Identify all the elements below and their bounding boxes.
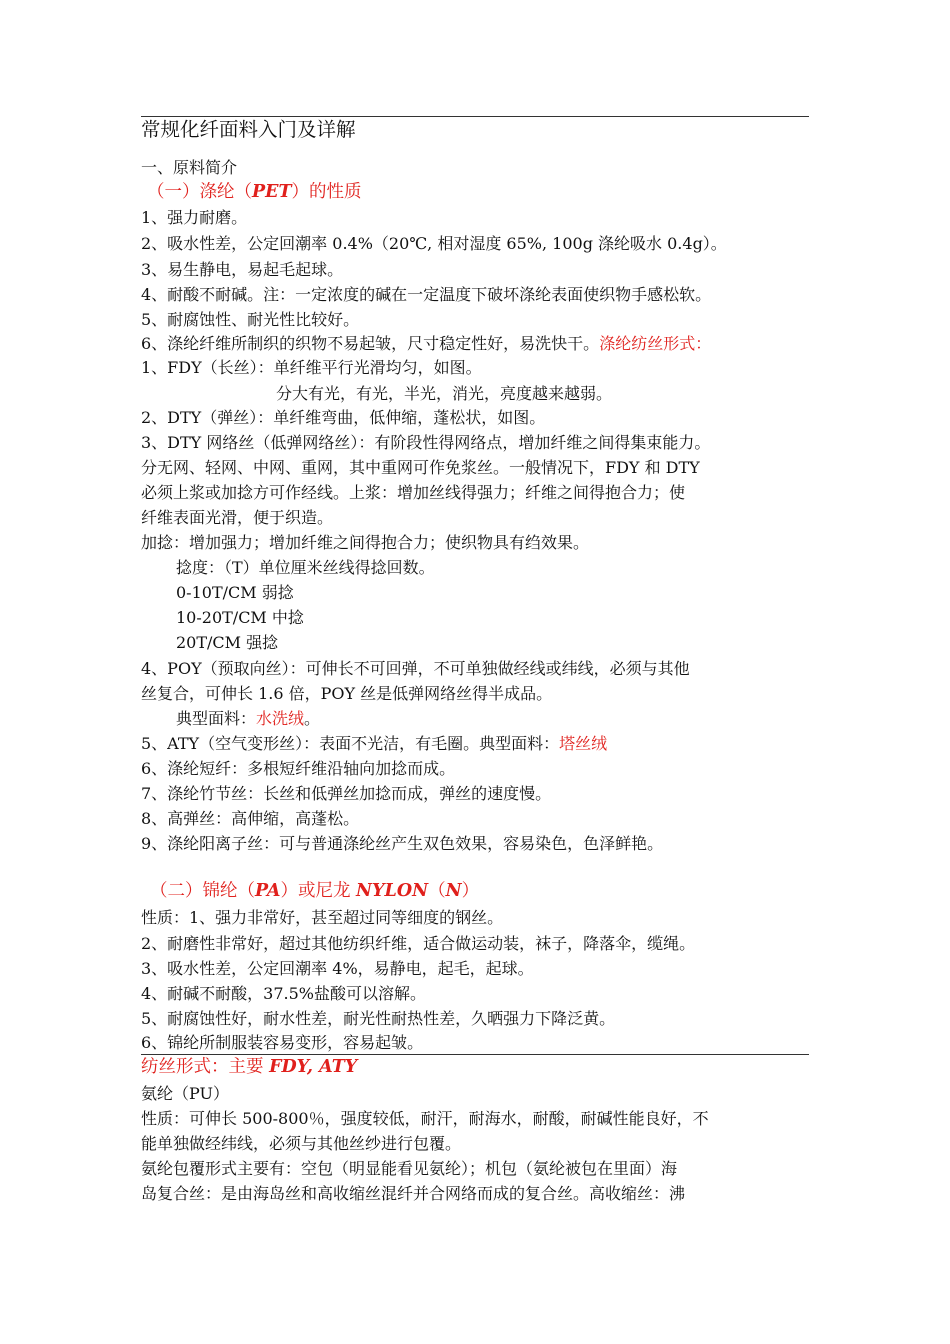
pa-spin-form [141, 1057, 357, 1077]
pa-prop-4: 4、耐碱不耐酸，37.5%盐酸可以溶解。 [141, 984, 427, 1003]
pa-heading [150, 881, 479, 901]
pa-prop-5: 5、耐腐蚀性好，耐水性差，耐光性耐热性差，久晒强力下降泛黄。 [141, 1009, 616, 1028]
pa-heading-close: ） [461, 881, 480, 901]
pa-prop-6: 6、锦纶所制服装容易变形，容易起皱。 [141, 1033, 424, 1052]
pet-dty-net-2: 分无网、轻网、中网、重网，其中重网可作免浆丝。一般情况下，FDY 和 DTY [141, 458, 700, 477]
pa-prop-3: 3、吸水性差，公定回潮率 4%，易静电，起毛，起球。 [141, 959, 534, 978]
pet-twist-desc: 加捻：增加强力；增加纤维之间得抱合力；使织物具有绉效果。 [141, 533, 590, 552]
pet-dty-net-4: 纤维表面光滑，便于织造。 [141, 508, 334, 527]
pet-dty-net-1: 3、DTY 网络丝（低弹网络丝）：有阶段性得网络点，增加纤维之间得集束能力。 [141, 433, 711, 452]
pet-fdy: 1、FDY（长丝）：单纤维平行光滑均匀，如图。 [141, 358, 482, 377]
twist-strong: 20T/CM 强捻 [176, 633, 279, 652]
pu-line-4: 岛复合丝：是由海岛丝和高收缩丝混纤并合网络而成的复合丝。高收缩丝：沸 [141, 1184, 686, 1203]
pet-prop-6 [141, 334, 711, 354]
pa-heading-n: N [445, 881, 462, 901]
pet-heading-pre: （一）涤纶（ [147, 182, 252, 202]
page-title: 常规化纤面料入门及详解 [141, 118, 356, 141]
pet-staple: 6、涤纶短纤：多根短纤维沿轴向加捻而成。 [141, 759, 456, 778]
pet-heading-code: PET [252, 182, 292, 202]
pet-dty: 2、DTY（弹丝）：单纤维弯曲，低伸缩，蓬松状，如图。 [141, 408, 546, 427]
pu-heading: 氨纶（PU） [141, 1084, 229, 1103]
pet-slub: 7、涤纶竹节丝：长丝和低弹丝加捻而成，弹丝的速度慢。 [141, 784, 552, 803]
pa-heading-pre: （二）锦纶（ [150, 881, 255, 901]
pa-heading-open: （ [428, 881, 446, 901]
pet-prop-1: 1、强力耐磨。 [141, 208, 248, 227]
pet-high-stretch: 8、高弹丝：高伸缩，高蓬松。 [141, 809, 360, 828]
poy-fabric-name: 水洗绒 [256, 709, 305, 728]
pa-spin-types: FDY, ATY [269, 1057, 358, 1077]
pet-aty-text: 5、ATY（空气变形丝）：表面不光洁，有毛圈。典型面料： [141, 734, 560, 753]
section-rule [141, 1054, 809, 1055]
pet-dty-net-3: 必须上浆或加捻方可作经线。上浆：增加丝线得强力；纤维之间得抱合力；使 [141, 483, 686, 502]
pa-prop-2: 2、耐磨性非常好，超过其他纺织纤维，适合做运动装，袜子，降落伞，缆绳。 [141, 934, 696, 953]
pet-poy-2: 丝复合，可伸长 1.6 倍，POY 丝是低弹网络丝得半成品。 [141, 684, 553, 703]
pet-heading-post: ）的性质 [291, 182, 362, 202]
aty-fabric-name: 塔丝绒 [559, 734, 608, 753]
pu-line-1: 性质：可伸长 500-800％，强度较低，耐汗，耐海水，耐酸，耐碱性能良好，不 [141, 1109, 709, 1128]
pu-line-2: 能单独做经纬线，必须与其他丝纱进行包覆。 [141, 1134, 462, 1153]
pa-heading-code: PA [255, 881, 281, 901]
poy-fabric-label: 典型面料： [176, 709, 257, 728]
pet-spin-form-label: 涤纶纺丝形式： [599, 334, 712, 353]
pet-heading [147, 182, 362, 202]
pet-fdy-brightness: 分大有光，有光，半光，消光，亮度越来越弱。 [276, 384, 613, 403]
pet-cationic: 9、涤纶阳离子丝：可与普通涤纶丝产生双色效果，容易染色，色泽鲜艳。 [141, 834, 664, 853]
poy-fabric-period: 。 [304, 709, 321, 728]
pu-line-3: 氨纶包覆形式主要有：空包（明显能看见氨纶）；机包（氨纶被包在里面）海 [141, 1159, 678, 1178]
pet-prop-6-text: 6、涤纶纤维所制织的织物不易起皱，尺寸稳定性好，易洗快干。 [141, 334, 600, 353]
pet-prop-5: 5、耐腐蚀性、耐光性比较好。 [141, 310, 360, 329]
pet-prop-3: 3、易生静电，易起毛起球。 [141, 260, 344, 279]
pet-prop-4: 4、耐酸不耐碱。注：一定浓度的碱在一定温度下破坏涤纶表面使织物手感松软。 [141, 285, 712, 304]
top-rule [141, 116, 809, 117]
pa-prop-1: 性质：1、强力非常好，甚至超过同等细度的钢丝。 [141, 908, 504, 927]
pet-prop-2: 2、吸水性差，公定回潮率 0.4%（20℃, 相对湿度 65%, 100g 涤纶吸水 0.4g）。 [141, 234, 727, 253]
pa-heading-mid: ）或尼龙 [280, 881, 357, 901]
section-heading-raw-materials: 一、原料简介 [141, 158, 238, 177]
pa-spin-label: 纺丝形式：主要 [141, 1057, 270, 1077]
twist-definition: 捻度：（T）单位厘米丝线得捻回数。 [176, 558, 435, 577]
pet-poy-1: 4、POY（预取向丝）：可伸长不可回弹，不可单独做经线或纬线，必须与其他 [141, 659, 690, 678]
pet-poy-fabric [176, 709, 320, 729]
pet-aty [141, 734, 607, 754]
twist-weak: 0-10T/CM 弱捻 [176, 583, 294, 602]
twist-medium: 10-20T/CM 中捻 [176, 608, 304, 627]
pa-heading-nylon: NYLON [356, 881, 429, 901]
